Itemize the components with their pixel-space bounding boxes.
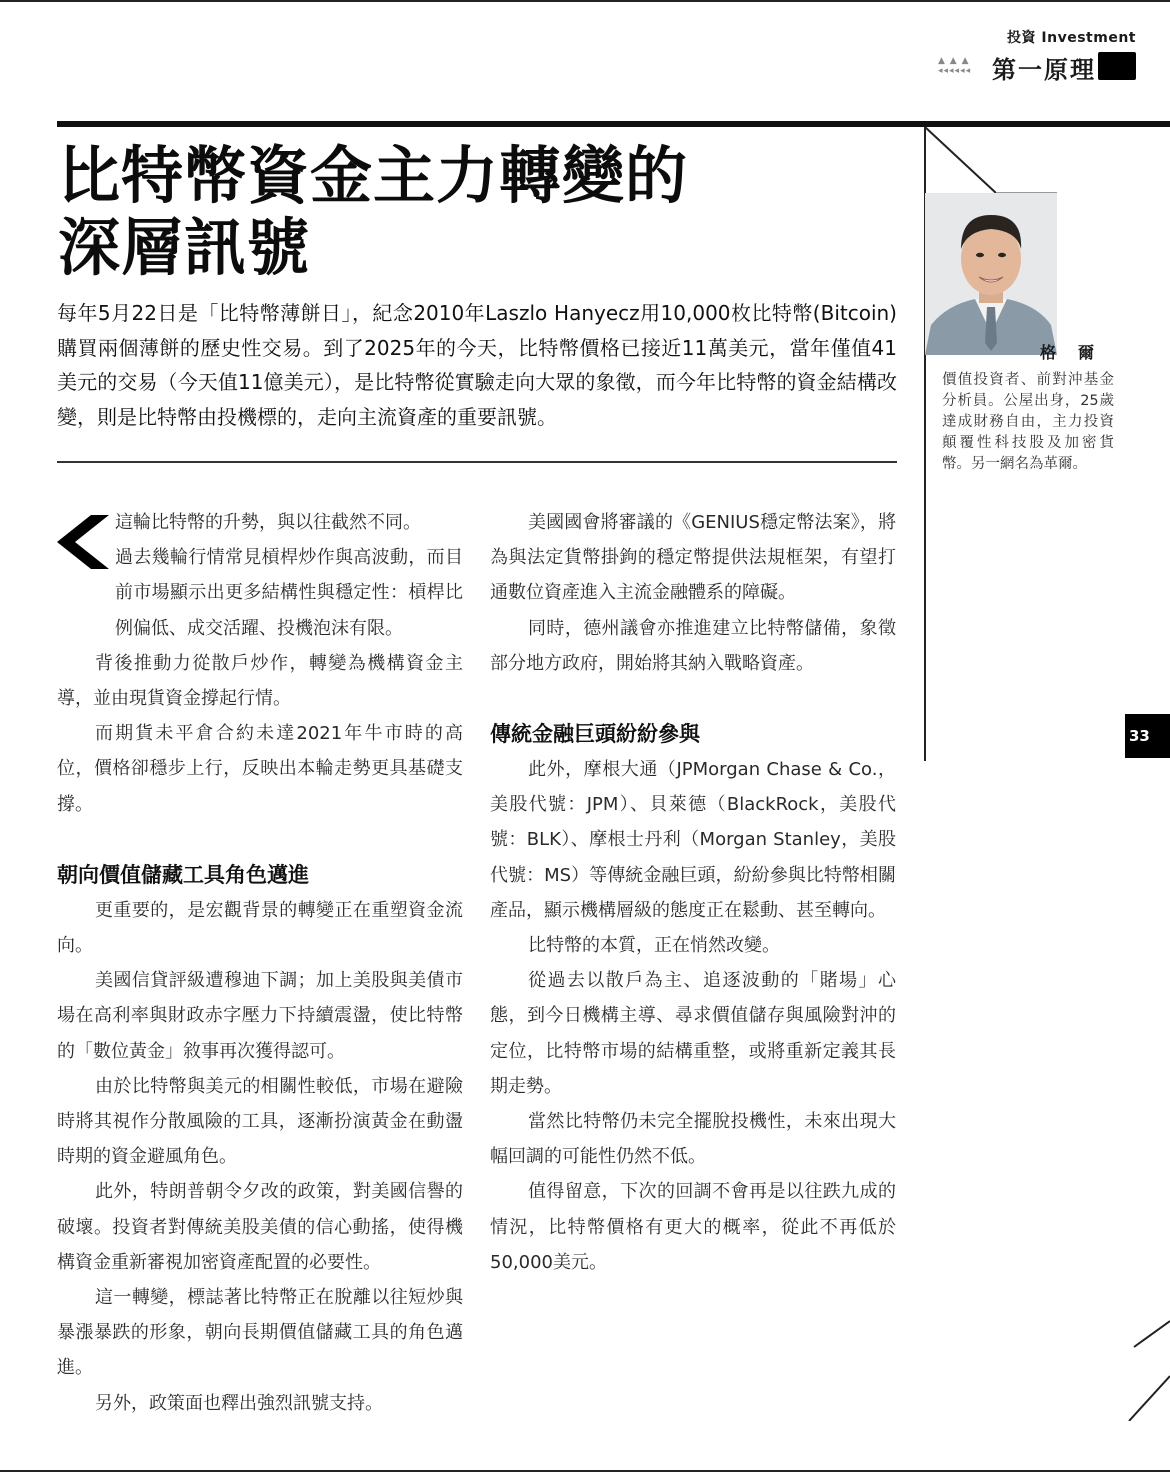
paragraph: 這輪比特幣的升勢，與以往截然不同。 [115,512,421,533]
page-number: 33 [1125,714,1170,758]
right-column [490,505,896,1280]
paragraph: 美國國會將審議的《GENIUS穩定幣法案》，將為與法定貨幣掛鉤的穩定幣提供法規框架，有望打通數位資產進入主流金融體系的障礙。 [490,512,896,604]
top-border [0,0,1170,2]
paragraph: 更重要的，是宏觀背景的轉變正在重塑資金流向。 [57,899,463,957]
bottom-border [0,1470,1170,1472]
paragraph: 過去幾輪行情常見槓桿炒作與高波動，而目前市場顯示出更多結構性與穩定性：槓桿比例偏低、成交活躍、投機泡沫有限。 [115,547,463,639]
section-label: 投資 Investment [1007,30,1136,46]
title-line-1: 比特幣資金主力轉變的 [58,139,689,212]
article-lede: 每年5月22日是「比特幣薄餅日」，紀念2010年Laszlo Hanyecz用10,000枚比特幣(Bitcoin)購買兩個薄餅的歷史性交易。到了2025年的今天，比特幣價格已接近11萬美元，當年僅值41美元的交易（今天值11億美元），是比特幣從實驗走向大眾的象徵，而今年比特幣的資金結構改變，則是比特幣由投機標的，走向主流資產的重要訊號。 [57,301,897,429]
author-bio: 價值投資者、前對沖基金分析員。公屋出身，25歲達成財務自由，主力投資顛覆性科技股及加密貨幣。另一網名為革爾。 [942,372,1114,472]
column-logo-block [1098,52,1136,80]
paragraph: 當然比特幣仍未完全擺脫投機性，未來出現大幅回調的可能性仍然不低。 [490,1111,896,1168]
paragraph: 值得留意，下次的回調不會再是以往跌九成的情況，比特幣價格有更大的概率，從此不再低於50,000美元。 [490,1181,896,1273]
paragraph: 從過去以散戶為主、追逐波動的「賭場」心態，到今日機構主導、尋求價值儲存與風險對沖的定位，比特幣市場的結構重整，或將重新定義其長期走勢。 [490,970,896,1097]
title-line-2: 深層訊號 [58,211,311,284]
paragraph: 此外，特朗普朝令夕改的政策，對美國信譽的破壞。投資者對傳統美股美債的信心動搖，使得機構資金重新審視加密資產配置的必要性。 [57,1181,463,1273]
paragraph: 同時，德州議會亦推進建立比特幣儲備，象徵部分地方政府，開始將其納入戰略資產。 [490,617,896,674]
paragraph: 另外，政策面也釋出強烈訊號支持。 [95,1392,383,1414]
author-name [1040,340,1112,363]
column-name: 第一原理 [992,56,1096,84]
left-column [57,505,463,1421]
paragraph: 由於比特幣與美元的相關性較低，市場在避險時將其視作分散風險的工具，逐漸扮演黃金在動盪時期的資金避風角色。 [57,1075,463,1168]
column-logo [938,50,1138,84]
paragraph: 背後推動力從散戶炒作，轉變為機構資金主導，並由現貨資金撐起行情。 [57,652,463,710]
section-heading: 朝向價值儲藏工具角色邁進 [57,862,309,887]
author-name-second: 爾 [1078,343,1095,362]
paragraph: 這一轉變，標誌著比特幣正在脫離以往短炒與暴漲暴跌的形象，朝向長期價值儲藏工具的角色邁進。 [57,1287,463,1379]
dots-decoration: ▲ ▲ ▲ ◂◂◂◂◂◂ [938,56,972,76]
paragraph: 美國信貸評級遭穆迪下調；加上美股與美債市場在高利率與財政赤字壓力下持續震盪，使比特幣的「數位黃金」敘事再次獲得認可。 [57,970,463,1062]
lede-rule [57,461,897,463]
paragraph: 而期貨未平倉合約未達2021年牛市時的高位，價格卻穩步上行，反映出本輪走勢更具基礎支撐。 [57,723,463,815]
paragraph: 比特幣的本質，正在悄然改變。 [528,935,780,957]
article-title [58,140,778,284]
paragraph: 此外，摩根大通（JPMorgan Chase & Co.，美股代號：JPM）、貝萊德（BlackRock，美股代號：BLK）、摩根士丹利（Morgan Stanley，美股代號：MS）等傳統金融巨頭，紛紛參與比特幣相關產品，顯示機構層級的態度正在鬆動、甚至轉向。 [490,759,896,921]
author-name-first: 格 [1040,343,1057,362]
author-photo [925,193,1057,355]
section-heading: 傳統金融巨頭紛紛參與 [490,722,700,747]
